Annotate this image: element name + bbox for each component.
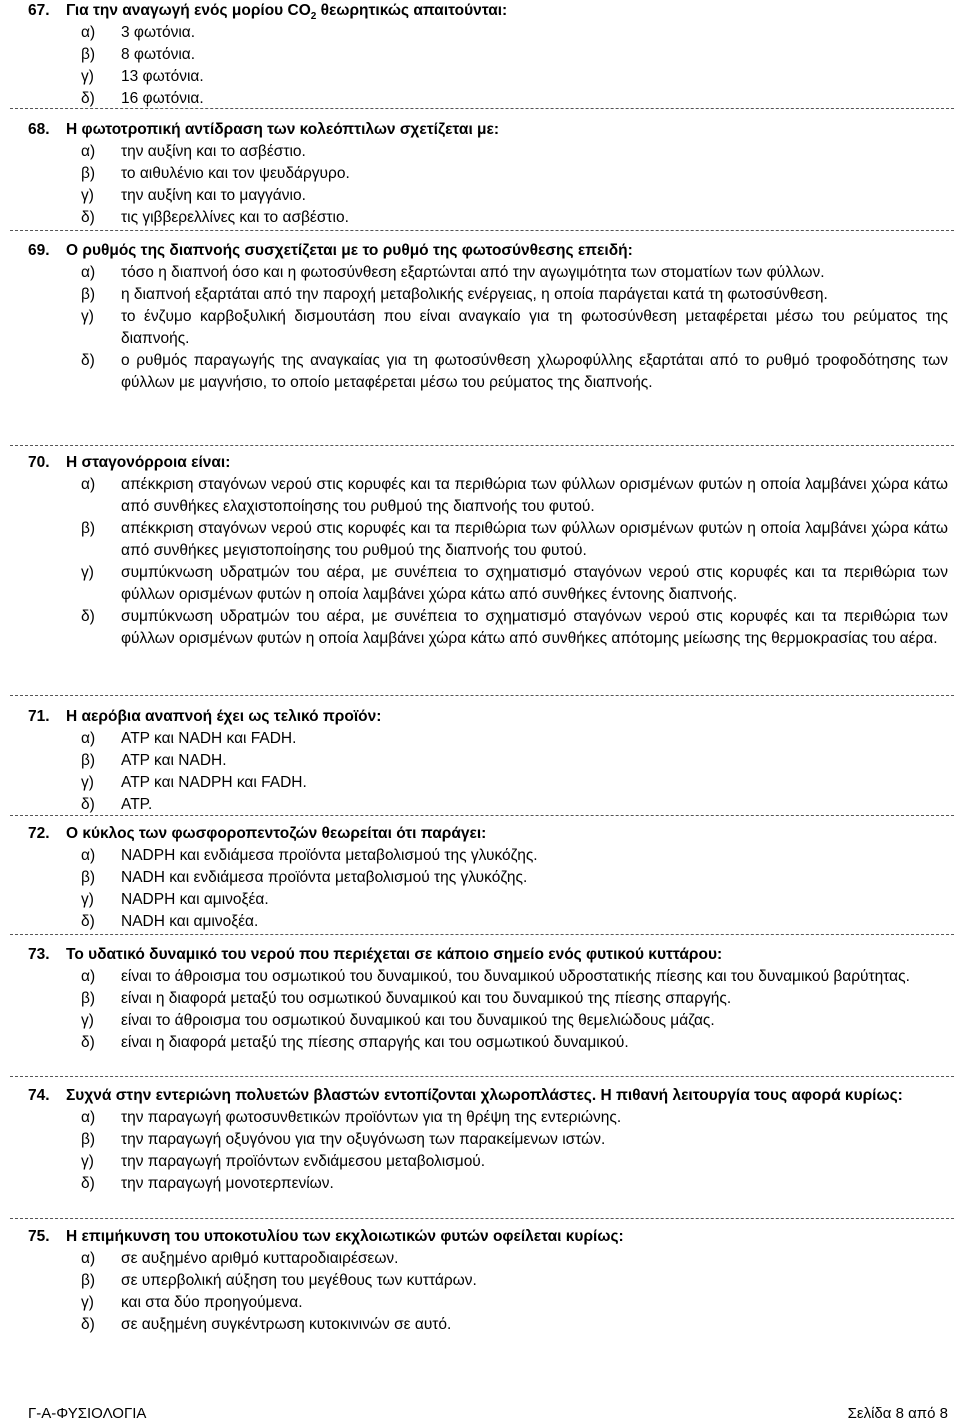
option-label: α) xyxy=(81,1109,96,1126)
option xyxy=(81,1292,948,1314)
question-header xyxy=(28,706,948,728)
question-header xyxy=(28,1085,948,1107)
question-number: 70. xyxy=(28,454,50,471)
option xyxy=(81,911,948,933)
option xyxy=(81,772,948,794)
option-text: 13 φωτόνια. xyxy=(121,68,204,85)
option-label: γ) xyxy=(81,1012,94,1029)
page-footer xyxy=(28,1403,948,1425)
option-text: είναι το άθροισμα του οσμωτικού του δυναμικού, του δυναμικού υδροστατικής πίεσης και του δυναμικού βαρύτητας. xyxy=(121,968,910,985)
question-number: 75. xyxy=(28,1228,50,1245)
question-number: 73. xyxy=(28,946,50,963)
option-label: β) xyxy=(81,752,96,769)
option-label: α) xyxy=(81,730,96,747)
question-72 xyxy=(28,823,948,933)
option-text: ATP και NADH. xyxy=(121,752,227,769)
option-text: την παραγωγή φωτοσυνθετικών προϊόντων για τη θρέψη της εντεριώνης. xyxy=(121,1109,622,1126)
question-number: 71. xyxy=(28,708,50,725)
option xyxy=(81,966,948,988)
option xyxy=(81,889,948,911)
option xyxy=(81,474,948,518)
option-label: δ) xyxy=(81,209,95,226)
option-text: απέκκριση σταγόνων νερού στις κορυφές και τα περιθώρια των φύλλων ορισμένων φυτών η οποία λαμβάνει χώρα κάτω από συνθήκες μεγιστοποίησης του ρυθμού της διαπνοής του φυτού. xyxy=(121,520,948,559)
option xyxy=(81,1314,948,1336)
option-text: και στα δύο προηγούμενα. xyxy=(121,1294,303,1311)
option-text: σε αυξημένη συγκέντρωση κυτοκινινών σε αυτό. xyxy=(121,1316,452,1333)
question-68 xyxy=(28,119,948,229)
option-label: α) xyxy=(81,264,96,281)
question-header xyxy=(28,1226,948,1248)
question-text xyxy=(66,0,948,22)
option xyxy=(81,1248,948,1270)
option-text: το αιθυλένιο και τον ψευδάργυρο. xyxy=(121,165,350,182)
option-label: γ) xyxy=(81,68,94,85)
option-label: α) xyxy=(81,847,96,864)
question-header xyxy=(28,0,948,22)
question-67 xyxy=(28,0,948,110)
question-73 xyxy=(28,944,948,1054)
divider xyxy=(10,934,954,935)
question-text: Η αερόβια αναπνοή έχει ως τελικό προϊόν: xyxy=(66,708,382,725)
option-text: σε υπερβολική αύξηση του μεγέθους των κυττάρων. xyxy=(121,1272,477,1289)
option xyxy=(81,606,948,650)
question-text-main: Για την αναγωγή ενός μορίου CO xyxy=(66,2,311,19)
question-header xyxy=(28,240,948,262)
option-text: τις γιββερελλίνες και το ασβέστιο. xyxy=(121,209,349,226)
question-number: 69. xyxy=(28,242,50,259)
footer-page-number: Σελίδα 8 από 8 xyxy=(847,1405,948,1422)
option xyxy=(81,88,948,110)
option xyxy=(81,845,948,867)
option-label: α) xyxy=(81,24,96,41)
option-label: β) xyxy=(81,1131,96,1148)
option xyxy=(81,44,948,66)
option xyxy=(81,284,948,306)
option-label: α) xyxy=(81,143,96,160)
option-label: γ) xyxy=(81,564,94,581)
question-69 xyxy=(28,240,948,394)
option-label: β) xyxy=(81,286,96,303)
option-label: γ) xyxy=(81,187,94,204)
option xyxy=(81,262,948,284)
option-label: α) xyxy=(81,968,96,985)
option-label: γ) xyxy=(81,774,94,791)
option-text: NADPH και αμινοξέα. xyxy=(121,891,269,908)
option-text: ο ρυθμός παραγωγής της αναγκαίας για τη φωτοσύνθεση χλωροφύλλης εξαρτάται από το ρυθμό τροφοδότησης των φύλλων με μαγνήσιο, το οποίο μεταφέρεται μέσω του ρεύματος της διαπνοής. xyxy=(121,352,948,391)
option-label: γ) xyxy=(81,1153,94,1170)
option xyxy=(81,562,948,606)
question-text: Η σταγονόρροια είναι: xyxy=(66,454,231,471)
option-text: είναι το άθροισμα του οσμωτικού δυναμικού και του δυναμικού της θεμελιώδους μάζας. xyxy=(121,1012,715,1029)
option-label: β) xyxy=(81,869,96,886)
option xyxy=(81,794,948,816)
question-74 xyxy=(28,1085,948,1195)
option-text: απέκκριση σταγόνων νερού στις κορυφές και τα περιθώρια των φύλλων ορισμένων φυτών η οποία λαμβάνει χώρα κάτω από συνθήκες ελαχιστοποίησης του ρυθμού της διαπνοής του φυτού. xyxy=(121,476,948,515)
option-text: σε αυξημένο αριθμό κυτταροδιαιρέσεων. xyxy=(121,1250,399,1267)
option-label: δ) xyxy=(81,1316,95,1333)
question-text: Η επιμήκυνση του υποκοτυλίου των εκχλοιωτικών φυτών οφείλεται κυρίως: xyxy=(66,1228,624,1245)
divider xyxy=(10,1218,954,1219)
question-text: Ο ρυθμός της διαπνοής συσχετίζεται με το ρυθμό της φωτοσύνθεσης επειδή: xyxy=(66,242,633,259)
option-text: το ένζυμο καρβοξυλική δισμουτάση που είναι αναγκαίο για τη φωτοσύνθεση μεταφέρεται μέσω του ρεύματος της διαπνοής. xyxy=(121,308,948,347)
option-text: ATP και NADPH και FADH. xyxy=(121,774,307,791)
option xyxy=(81,1032,948,1054)
question-75 xyxy=(28,1226,948,1336)
question-text: Το υδατικό δυναμικό του νερού που περιέχεται σε κάποιο σημείο ενός φυτικού κυττάρου: xyxy=(66,946,723,963)
option-text: συμπύκνωση υδρατμών του αέρα, με συνέπεια το σχηματισμό σταγόνων νερού στις κορυφές και τα περιθώρια των φύλλων ορισμένων φυτών η οποία λαμβάνει χώρα κάτω από συνθήκες απότομης μείωσης της θερμοκρασίας του αέρα. xyxy=(121,608,948,647)
footer-course-title: Γ-Α-ΦΥΣΙΟΛΟΓΙΑ xyxy=(28,1405,147,1422)
divider xyxy=(10,695,954,696)
divider xyxy=(10,445,954,446)
divider xyxy=(10,1076,954,1077)
option-label: β) xyxy=(81,1272,96,1289)
option xyxy=(81,1107,948,1129)
question-number: 72. xyxy=(28,825,50,842)
option-text: NADH και ενδιάμεσα προϊόντα μεταβολισμού της γλυκόζης. xyxy=(121,869,528,886)
option xyxy=(81,141,948,163)
divider xyxy=(10,815,954,816)
option xyxy=(81,988,948,1010)
option xyxy=(81,1173,948,1195)
option-label: γ) xyxy=(81,308,94,325)
question-number: 74. xyxy=(28,1087,50,1104)
option-text: NADH και αμινοξέα. xyxy=(121,913,259,930)
question-header xyxy=(28,944,948,966)
option xyxy=(81,1129,948,1151)
option-text: 16 φωτόνια. xyxy=(121,90,204,107)
question-text-tail: θεωρητικώς απαιτούνται: xyxy=(316,2,508,19)
option xyxy=(81,1270,948,1292)
option-text: είναι η διαφορά μεταξύ της πίεσης σπαργής και του οσμωτικού δυναμικού. xyxy=(121,1034,629,1051)
option xyxy=(81,66,948,88)
option xyxy=(81,22,948,44)
option-text: η διαπνοή εξαρτάται από την παροχή μεταβολικής ενέργειας, η οποία παράγεται κατά τη φωτοσύνθεση. xyxy=(121,286,828,303)
option-label: β) xyxy=(81,165,96,182)
option-label: δ) xyxy=(81,1034,95,1051)
option-label: δ) xyxy=(81,90,95,107)
option-label: α) xyxy=(81,476,96,493)
question-header xyxy=(28,119,948,141)
option-text: ATP και NADH και FADH. xyxy=(121,730,297,747)
option-label: δ) xyxy=(81,913,95,930)
option xyxy=(81,163,948,185)
option-text: την παραγωγή οξυγόνου για την οξυγόνωση των παρακείμενων ιστών. xyxy=(121,1131,606,1148)
option-text: την παραγωγή μονοτερπενίων. xyxy=(121,1175,334,1192)
option-text: NADPH και ενδιάμεσα προϊόντα μεταβολισμού της γλυκόζης. xyxy=(121,847,538,864)
option-text: ATP. xyxy=(121,796,153,813)
option xyxy=(81,750,948,772)
option-label: β) xyxy=(81,990,96,1007)
option-label: δ) xyxy=(81,1175,95,1192)
option-label: δ) xyxy=(81,352,95,369)
question-text: Ο κύκλος των φωσφοροπεντοζών θεωρείται ότι παράγει: xyxy=(66,825,487,842)
option xyxy=(81,350,948,394)
question-number: 67. xyxy=(28,2,50,19)
option xyxy=(81,867,948,889)
option-label: γ) xyxy=(81,1294,94,1311)
option xyxy=(81,185,948,207)
option-text: τόσο η διαπνοή όσο και η φωτοσύνθεση εξαρτώνται από την αγωγιμότητα των στοματίων των φύλλων. xyxy=(121,264,825,281)
option-label: β) xyxy=(81,46,96,63)
option-text: την αυξίνη και το ασβέστιο. xyxy=(121,143,306,160)
question-header xyxy=(28,823,948,845)
option-label: β) xyxy=(81,520,96,537)
option-text: είναι η διαφορά μεταξύ του οσμωτικού δυναμικού και του δυναμικού της πίεσης σπαργής. xyxy=(121,990,732,1007)
question-text: Η φωτοτροπική αντίδραση των κολεόπτιλων σχετίζεται με: xyxy=(66,121,500,138)
option-text: την παραγωγή προϊόντων ενδιάμεσου μεταβολισμού. xyxy=(121,1153,486,1170)
option xyxy=(81,1151,948,1173)
option xyxy=(81,728,948,750)
option xyxy=(81,306,948,350)
option-text: την αυξίνη και το μαγγάνιο. xyxy=(121,187,306,204)
question-header xyxy=(28,452,948,474)
question-71 xyxy=(28,706,948,816)
option-label: α) xyxy=(81,1250,96,1267)
option-text: 3 φωτόνια. xyxy=(121,24,196,41)
divider xyxy=(10,108,954,109)
subscript: 2 xyxy=(310,11,317,23)
question-text: Συχνά στην εντεριώνη πολυετών βλαστών εντοπίζονται χλωροπλάστες. Η πιθανή λειτουργία τους αφορά κυρίως: xyxy=(66,1087,903,1104)
question-number: 68. xyxy=(28,121,50,138)
option-label: δ) xyxy=(81,608,95,625)
option-text: 8 φωτόνια. xyxy=(121,46,196,63)
option xyxy=(81,207,948,229)
divider xyxy=(10,230,954,231)
question-70 xyxy=(28,452,948,650)
option-label: δ) xyxy=(81,796,95,813)
option xyxy=(81,1010,948,1032)
option-label: γ) xyxy=(81,891,94,908)
option-text: συμπύκνωση υδρατμών του αέρα, με συνέπεια το σχηματισμό σταγόνων νερού στις κορυφές και τα περιθώρια των φύλλων ορισμένων φυτών η οποία λαμβάνει χώρα κάτω από συνθήκες έντονης διαπνοής. xyxy=(121,564,948,603)
option xyxy=(81,518,948,562)
